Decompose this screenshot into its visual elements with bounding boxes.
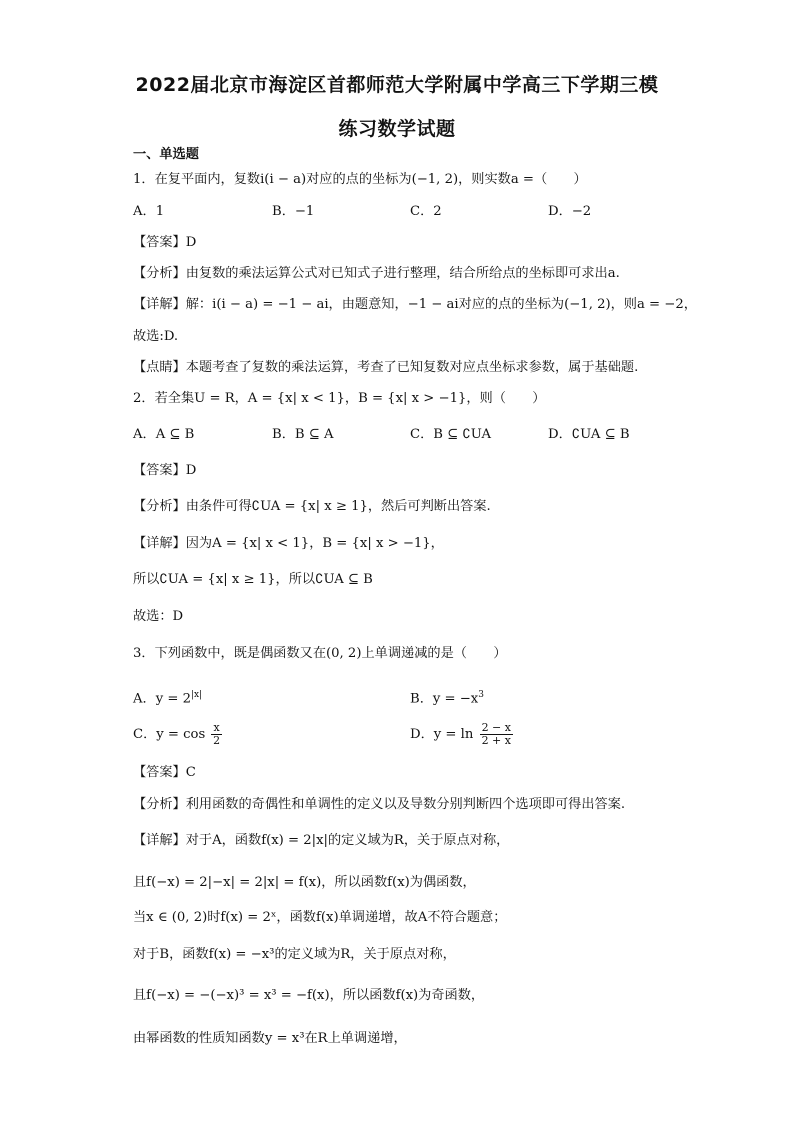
q3-option-b-base: B．y = −x: [410, 691, 479, 707]
q3-option-d: [410, 722, 515, 747]
q1-analysis: 【分析】由复数的乘法运算公式对已知式子进行整理，结合所给点的坐标即可求出a.: [133, 266, 620, 281]
q1-detail-line1: 【详解】解：i(i − a) = −1 − ai，由题意知，−1 − ai对应的点的坐标为(−1, 2)，则a = −2，: [133, 297, 697, 312]
q3-detail-line1: 【详解】对于A，函数f(x) = 2|x|的定义域为R，关于原点对称，: [133, 833, 510, 848]
q3-option-d-denominator: 2 + x: [481, 734, 511, 747]
q3-option-d-prefix: D．y = ln: [410, 727, 474, 742]
q1-detail-line2: 故选:D.: [133, 329, 179, 344]
q3-option-c-fraction: [211, 722, 221, 747]
q1-option-d: D．−2: [548, 204, 592, 219]
q3-detail-line4: 对于B，函数f(x) = −x³的定义域为R，关于原点对称，: [133, 947, 456, 962]
q2-stem: 2．若全集U = R，A = {x| x < 1}，B = {x| x > −1}，则（ ）: [133, 391, 546, 406]
q2-option-d: D．∁UA ⊆ B: [548, 427, 630, 442]
q2-detail-line1: 【详解】因为A = {x| x < 1}，B = {x| x > −1}，: [133, 536, 444, 551]
q2-detail-line2: 所以∁UA = {x| x ≥ 1}，所以∁UA ⊆ B: [133, 572, 373, 587]
q2-option-c: C．B ⊆ ∁UA: [410, 427, 492, 442]
q3-option-c: [133, 722, 224, 747]
q3-answer: 【答案】C: [133, 765, 196, 780]
q3-option-d-fraction: [480, 722, 513, 747]
q3-option-c-denominator: 2: [213, 734, 221, 747]
q3-option-a-base: A．y = 2: [133, 691, 191, 707]
q3-option-c-prefix: C．y = cos: [133, 727, 206, 742]
q3-option-a-exponent: |x|: [191, 690, 203, 700]
q3-detail-line5: 且f(−x) = −(−x)³ = x³ = −f(x)，所以函数f(x)为奇函数，: [133, 988, 485, 1003]
q3-option-d-numerator: 2 − x: [481, 721, 511, 734]
q3-option-c-numerator: x: [213, 721, 220, 734]
q2-option-b: B．B ⊆ A: [272, 427, 334, 442]
q3-detail-line2: 且f(−x) = 2|−x| = 2|x| = f(x)，所以函数f(x)为偶函数，: [133, 875, 476, 890]
q3-option-a: [133, 686, 202, 708]
q3-detail-line3: 当x ∈ (0, 2)时f(x) = 2ˣ，函数f(x)单调递增，故A不符合题意；: [133, 910, 507, 925]
q3-stem: 3．下列函数中，既是偶函数又在(0, 2)上单调递减的是（ ）: [133, 646, 507, 661]
q1-option-a: A．1: [133, 204, 165, 219]
document-title-line2: 练习数学试题: [338, 118, 456, 140]
q2-option-a: A．A ⊆ B: [133, 427, 195, 442]
q1-option-b: B．−1: [272, 204, 315, 219]
q1-stem: 1．在复平面内，复数i(i − a)对应的点的坐标为(−1, 2)，则实数a =（ ）: [133, 172, 587, 187]
q3-option-b-exponent: 3: [478, 690, 484, 700]
section-heading: 一、单选题: [133, 147, 199, 162]
q1-option-c: C．2: [410, 204, 442, 219]
q3-analysis: 【分析】利用函数的奇偶性和单调性的定义以及导数分别判断四个选项即可得出答案.: [133, 797, 626, 812]
document-title-line1: 2022届北京市海淀区首都师范大学附属中学高三下学期三模: [135, 74, 659, 96]
q3-option-b: [410, 686, 484, 708]
q2-analysis: 【分析】由条件可得∁UA = {x| x ≥ 1}，然后可判断出答案.: [133, 499, 491, 514]
q2-answer: 【答案】D: [133, 463, 197, 478]
q3-detail-line6: 由幂函数的性质知函数y = x³在R上单调递增，: [133, 1031, 407, 1046]
q1-note: 【点睛】本题考查了复数的乘法运算，考查了已知复数对应点坐标求参数，属于基础题.: [133, 360, 639, 375]
q2-detail-line3: 故选：D: [133, 609, 184, 624]
q1-answer: 【答案】D: [133, 235, 197, 250]
